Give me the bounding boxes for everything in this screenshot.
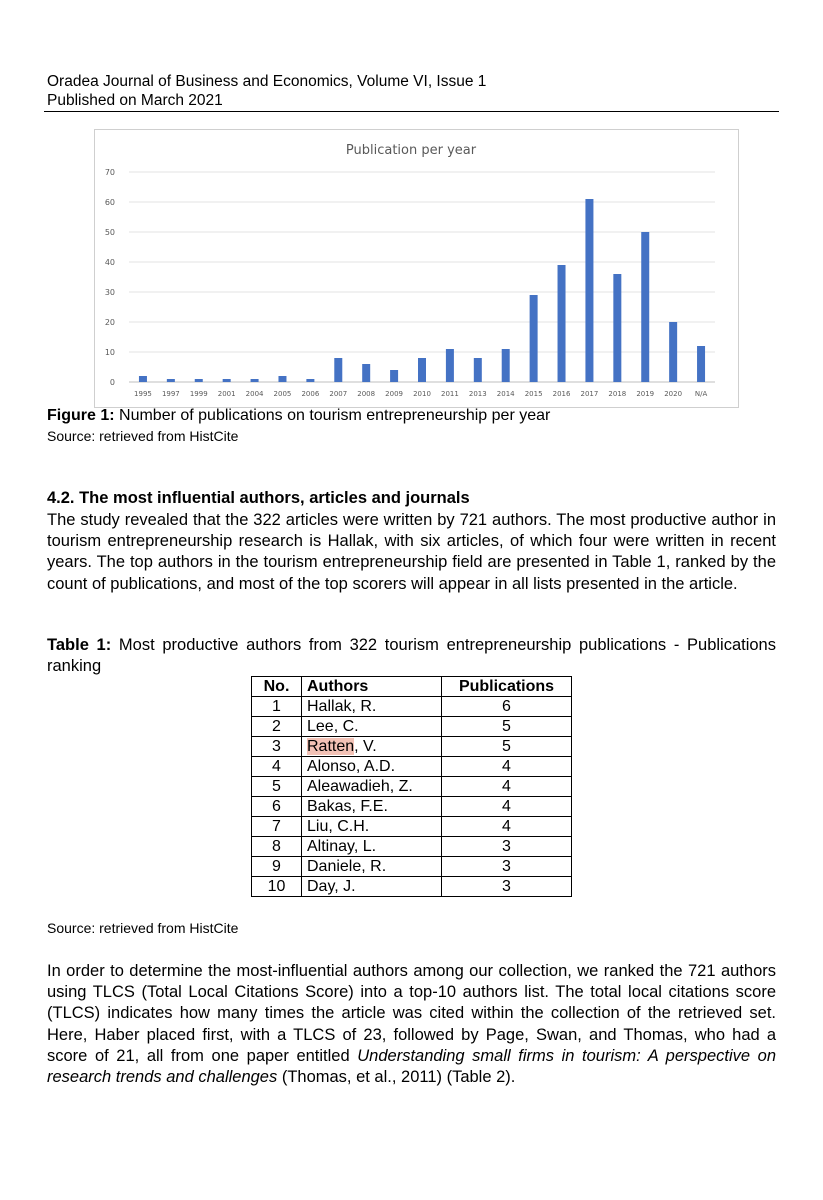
row-publications: 3 [442,837,572,857]
x-tick-label: 2006 [301,390,320,398]
author-initials: , V. [354,738,377,755]
bar-2001 [223,379,231,382]
x-tick-label: 2016 [552,390,571,398]
bar-2011 [446,349,454,382]
row-no: 1 [252,697,302,717]
table-1-productive-authors [251,676,572,897]
row-author: Daniele, R. [302,857,442,877]
row-author: Alonso, A.D. [302,757,442,777]
bar-2018 [613,274,621,382]
journal-title: Oradea Journal of Business and Economics, Volume VI, Issue 1 [47,73,487,90]
bar-2006 [306,379,314,382]
figure-source: Source: retrieved from HistCite [47,428,239,444]
bar-1997 [167,379,175,382]
table-row [252,697,572,717]
row-no: 9 [252,857,302,877]
figure-caption-text: Number of publications on tourism entrepreneurship per year [114,407,551,424]
row-author: Hallak, R. [302,697,442,717]
table-row [252,757,572,777]
row-author: Day, J. [302,877,442,897]
y-tick-label: 20 [104,318,115,327]
row-no: 5 [252,777,302,797]
publication-date: Published on March 2021 [47,92,223,109]
y-tick-label: 10 [104,348,115,357]
x-tick-label: 1997 [161,390,180,398]
table-row [252,837,572,857]
y-tick-label: 40 [104,258,115,267]
table-row [252,777,572,797]
publication-bar-chart [95,130,738,407]
table-row [252,717,572,737]
header-publications: Publications [442,677,572,697]
bar-2010 [418,358,426,382]
row-publications: 4 [442,797,572,817]
bar-2015 [530,295,538,382]
bar-2019 [641,232,649,382]
table-1-caption [47,635,776,677]
row-no: 4 [252,757,302,777]
bar-1995 [139,376,147,382]
section-heading: 4.2. The most influential authors, articles and journals [47,489,470,507]
table-row [252,737,572,757]
row-author: Aleawadieh, Z. [302,777,442,797]
x-tick-label: 2008 [357,390,376,398]
row-publications: 4 [442,777,572,797]
bar-2020 [669,322,677,382]
y-tick-label: 30 [104,288,115,297]
section-paragraph-1: The study revealed that the 322 articles were written by 721 authors. The most productive author in tourism entrepreneurship research is Hallak, with six articles, of which four were written in recent years. The top authors in the tourism entrepreneurship field are presented in Table 1, ranked by the count of publications, and most of the top scorers will appear in all lists presented in the article. [47,511,776,593]
section-paragraph-2 [47,961,776,1088]
paragraph-2-citation: (Thomas, et al., 2011) (Table 2). [277,1068,516,1087]
header-divider [44,111,779,112]
x-tick-label: 2010 [413,390,431,398]
row-publications: 5 [442,737,572,757]
x-tick-label: 2013 [468,390,487,398]
header-no: No. [252,677,302,697]
bar-2008 [362,364,370,382]
x-tick-label: 2007 [329,390,348,398]
paper-title: Understanding small firms in tourism: A perspective on research trends and challenges [47,1046,776,1087]
running-header [47,72,775,110]
x-tick-label: 2014 [496,390,515,398]
row-no: 6 [252,797,302,817]
table-caption-text: Most productive authors from 322 tourism entrepreneurship publications - Publications ranking [47,636,776,676]
y-tick-label: 70 [104,168,115,177]
bar-2017 [585,199,593,382]
table-caption-label: Table 1: [47,636,112,654]
row-author: Liu, C.H. [302,817,442,837]
row-publications: 4 [442,757,572,777]
bar-N/A [697,346,705,382]
table-header-row [252,677,572,697]
highlighted-author-name: Ratten [307,738,355,755]
bar-2009 [390,370,398,382]
row-publications: 4 [442,817,572,837]
figure-1-caption [47,406,550,426]
y-tick-label: 0 [109,378,115,387]
y-tick-label: 50 [104,228,115,237]
table-row [252,797,572,817]
chart-title: Publication per year [345,143,477,158]
bar-2014 [502,349,510,382]
header-authors: Authors [302,677,442,697]
bar-2016 [558,265,566,382]
bar-2007 [334,358,342,382]
x-tick-label: 2009 [385,390,404,398]
row-no: 3 [252,737,302,757]
bar-2005 [278,376,286,382]
bar-2004 [251,379,259,382]
row-publications: 3 [442,857,572,877]
y-tick-label: 60 [104,198,115,207]
x-tick-label: N/A [694,390,708,398]
x-tick-label: 1995 [134,390,152,398]
row-publications: 3 [442,877,572,897]
x-tick-label: 1999 [189,390,208,398]
table-row [252,877,572,897]
x-tick-label: 2020 [664,390,683,398]
figure-caption-label: Figure 1: [47,407,115,424]
row-author: Lee, C. [302,717,442,737]
x-tick-label: 2018 [608,390,627,398]
bar-2013 [474,358,482,382]
table-row [252,857,572,877]
row-no: 8 [252,837,302,857]
x-tick-label: 2015 [524,390,543,398]
paragraph-2-text: In order to determine the most-influential authors among our collection, we ranked the 721 authors using TLCS (Total Local Citations Score) into a top-10 authors list. The total local citations score (TLCS) indicates how many times the article was cited within the collection of the retrieved set. Here, Haber placed first, with a TLCS of 23, followed by Page, Swan, and Thomas, who had a score of 21, all from one paper entitled [47,962,776,1065]
row-author: Altinay, L. [302,837,442,857]
table-source: Source: retrieved from HistCite [47,920,239,936]
row-no: 2 [252,717,302,737]
x-tick-label: 2005 [273,390,292,398]
x-tick-label: 2019 [636,390,655,398]
row-author [302,737,442,757]
x-tick-label: 2001 [217,390,236,398]
x-tick-label: 2004 [245,390,264,398]
row-no: 7 [252,817,302,837]
row-publications: 6 [442,697,572,717]
row-no: 10 [252,877,302,897]
figure-1-chart [94,129,739,408]
bar-1999 [195,379,203,382]
x-tick-label: 2017 [580,390,599,398]
table-row [252,817,572,837]
row-author: Bakas, F.E. [302,797,442,817]
row-publications: 5 [442,717,572,737]
x-tick-label: 2011 [440,390,459,398]
